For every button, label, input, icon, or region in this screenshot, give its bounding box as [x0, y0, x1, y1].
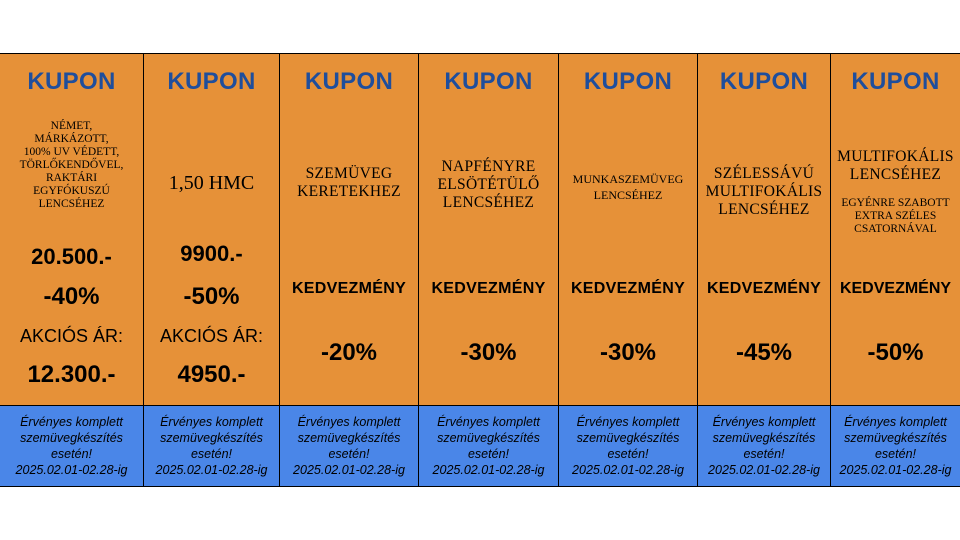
validity-line: szemüvegkészítés	[712, 431, 816, 446]
description-line: RAKTÁRI	[45, 172, 98, 184]
coupon-heading: KUPON	[583, 68, 673, 95]
coupon-4	[419, 54, 559, 486]
validity-date: 2025.02.01-02.28-ig	[708, 463, 820, 478]
coupon-description	[280, 165, 418, 201]
description-line: 1,50 HMC	[168, 172, 255, 194]
description-line: LENCSÉHEZ	[718, 201, 810, 218]
validity-line: Érvényes komplett	[20, 415, 123, 430]
description-line: LENCSÉHEZ	[849, 166, 942, 183]
discount-value: -20%	[320, 339, 378, 366]
coupon-4-body	[419, 54, 558, 405]
validity-line: szemüvegkészítés	[160, 431, 263, 446]
validity-line: esetén!	[874, 447, 916, 462]
description-line: KERETEKHEZ	[297, 183, 401, 200]
description-line: MULTIFOKÁLIS	[705, 183, 823, 200]
validity-date: 2025.02.01-02.28-ig	[839, 463, 952, 478]
coupon-description	[419, 158, 558, 212]
validity-line: szemüvegkészítés	[20, 431, 123, 446]
validity-date: 2025.02.01-02.28-ig	[293, 463, 405, 478]
validity-line: esetén!	[607, 447, 649, 462]
discount-value: -40%	[43, 283, 100, 310]
description-line: NAPFÉNYRE	[441, 158, 536, 175]
discount-value: -30%	[460, 339, 517, 366]
validity-note	[831, 405, 960, 486]
discount-label: KEDVEZMÉNY	[706, 280, 822, 297]
coupon-heading: KUPON	[304, 68, 394, 95]
discount-value: -45%	[735, 339, 793, 366]
validity-line: esetén!	[328, 447, 370, 462]
validity-line: esetén!	[467, 447, 509, 462]
note-line: CSATORNÁVAL	[854, 223, 937, 235]
validity-line: Érvényes komplett	[160, 415, 263, 430]
discount-value: -50%	[867, 339, 924, 366]
coupon-description	[144, 172, 279, 194]
coupon-1	[0, 54, 144, 486]
description-line: 100% UV VÉDETT,	[23, 146, 120, 158]
validity-line: Érvényes komplett	[437, 415, 540, 430]
coupon-heading: KUPON	[719, 68, 809, 95]
coupon-2	[144, 54, 280, 486]
coupon-note	[831, 197, 960, 236]
coupon-3	[280, 54, 419, 486]
coupon-3-body	[280, 54, 418, 405]
validity-line: esetén!	[743, 447, 785, 462]
description-line: LENCSÉHEZ	[442, 194, 535, 211]
description-line: EGYFÓKUSZÚ	[33, 185, 110, 197]
validity-note	[0, 405, 143, 486]
coupon-heading: KUPON	[444, 68, 533, 95]
description-line: TÖRLŐKENDŐVEL,	[19, 159, 124, 171]
coupon-7	[831, 54, 960, 486]
description-line: SZÉLESSÁVÚ	[713, 165, 815, 182]
sale-price: 4950.-	[177, 361, 246, 388]
coupon-1-body	[0, 54, 143, 405]
sale-label: AKCIÓS ÁR:	[159, 326, 264, 346]
validity-note	[559, 405, 697, 486]
description-line: MULTIFOKÁLIS	[837, 148, 954, 165]
validity-line: szemüvegkészítés	[576, 431, 680, 446]
original-price: 9900.-	[180, 241, 243, 266]
discount-label: KEDVEZMÉNY	[839, 280, 952, 297]
description-line: LENCSÉHEZ	[38, 198, 105, 210]
coupon-6-body	[698, 54, 830, 405]
coupon-description	[559, 171, 697, 203]
validity-date: 2025.02.01-02.28-ig	[155, 463, 268, 478]
validity-date: 2025.02.01-02.28-ig	[572, 463, 684, 478]
discount-value: -50%	[183, 283, 240, 310]
note-line: EGYÉNRE SZABOTT	[841, 197, 950, 209]
coupon-2-body	[144, 54, 279, 405]
validity-line: esetén!	[190, 447, 232, 462]
validity-date: 2025.02.01-02.28-ig	[15, 463, 128, 478]
validity-date: 2025.02.01-02.28-ig	[432, 463, 545, 478]
discount-value: -30%	[599, 339, 657, 366]
validity-note	[419, 405, 558, 486]
sale-label: AKCIÓS ÁR:	[19, 326, 124, 346]
discount-label: KEDVEZMÉNY	[570, 280, 686, 297]
coupon-heading: KUPON	[27, 68, 116, 95]
validity-note	[280, 405, 418, 486]
validity-line: Érvényes komplett	[712, 415, 816, 430]
sale-price: 12.300.-	[27, 361, 116, 388]
description-line: NÉMET,	[50, 120, 93, 132]
original-price: 20.500.-	[31, 244, 112, 269]
validity-line: Érvényes komplett	[297, 415, 401, 430]
coupon-description	[698, 165, 830, 219]
coupon-strip	[0, 53, 960, 487]
validity-line: szemüvegkészítés	[297, 431, 401, 446]
validity-line: esetén!	[50, 447, 92, 462]
coupon-description	[831, 148, 960, 184]
validity-line: Érvényes komplett	[576, 415, 680, 430]
coupon-heading: KUPON	[851, 68, 940, 95]
description-line: ELSÖTÉTÜLŐ	[437, 176, 540, 193]
coupon-5	[559, 54, 698, 486]
validity-line: szemüvegkészítés	[437, 431, 540, 446]
description-line: LENCSÉHEZ	[593, 188, 663, 202]
coupon-7-body	[831, 54, 960, 405]
coupon-description	[0, 120, 143, 211]
description-line: MÁRKÁZOTT,	[34, 133, 109, 145]
coupon-5-body	[559, 54, 697, 405]
discount-label: KEDVEZMÉNY	[291, 280, 407, 297]
validity-line: Érvényes komplett	[844, 415, 947, 430]
discount-label: KEDVEZMÉNY	[431, 280, 546, 297]
validity-line: szemüvegkészítés	[844, 431, 947, 446]
description-line: MUNKASZEMÜVEG	[572, 172, 684, 186]
validity-note	[144, 405, 279, 486]
description-line: SZEMÜVEG	[305, 165, 393, 182]
coupon-6	[698, 54, 831, 486]
note-line: EXTRA SZÉLES	[854, 210, 937, 222]
validity-note	[698, 405, 830, 486]
coupon-heading: KUPON	[167, 68, 256, 95]
